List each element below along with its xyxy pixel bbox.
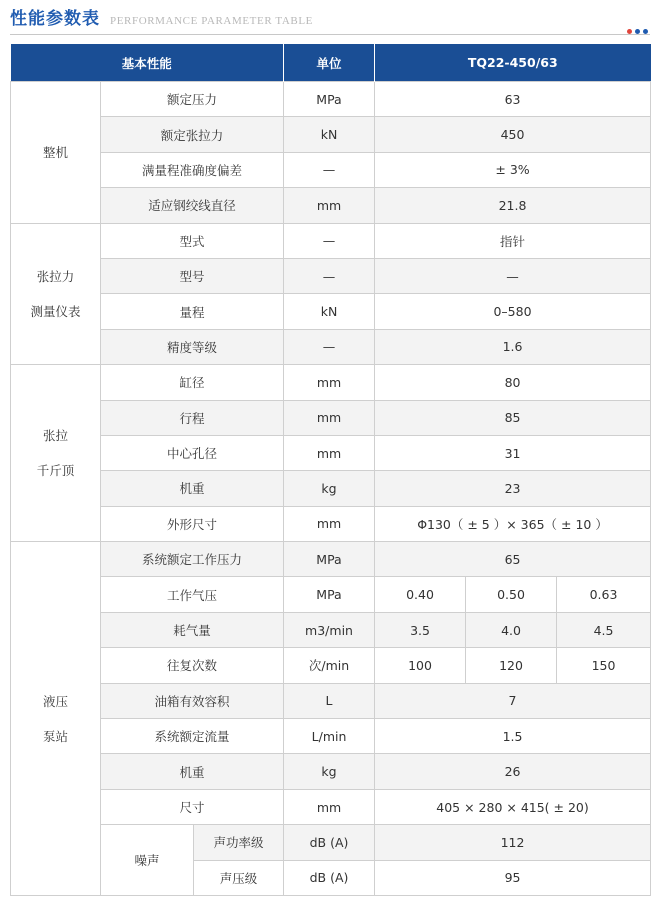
page-header xyxy=(10,6,650,36)
parameter-label-cell: 型号 xyxy=(101,258,284,293)
table-row xyxy=(11,82,651,117)
value-cell: Φ130（ ± 5 ）× 365（ ± 10 ） xyxy=(375,506,651,541)
value-cell: — xyxy=(375,258,651,293)
value-cell: 0–580 xyxy=(375,294,651,329)
value-cell: 指针 xyxy=(375,223,651,258)
table-row xyxy=(11,542,651,577)
value-cell: 4.5 xyxy=(557,612,651,647)
value-cell: 85 xyxy=(375,400,651,435)
unit-cell: — xyxy=(284,329,375,364)
table-row xyxy=(11,789,651,824)
table-row xyxy=(11,117,651,152)
unit-cell: kg xyxy=(284,471,375,506)
parameter-label-cell: 尺寸 xyxy=(101,789,284,824)
unit-cell: dB (A) xyxy=(284,860,375,895)
value-cell: 0.63 xyxy=(557,577,651,612)
table-header-row xyxy=(11,44,651,82)
group-name-line: 整机 xyxy=(42,144,68,160)
unit-cell: MPa xyxy=(284,577,375,612)
value-cell: 100 xyxy=(375,648,466,683)
table-row xyxy=(11,294,651,329)
table-row xyxy=(11,400,651,435)
parameter-label-cell: 型式 xyxy=(101,223,284,258)
table-row xyxy=(11,612,651,647)
parameter-label-cell: 量程 xyxy=(101,294,284,329)
table-row xyxy=(11,329,651,364)
group-name-cell xyxy=(11,223,101,365)
value-cell: 95 xyxy=(375,860,651,895)
value-cell: 120 xyxy=(466,648,557,683)
value-cell: 112 xyxy=(375,825,651,860)
unit-cell: — xyxy=(284,258,375,293)
unit-cell: mm xyxy=(284,365,375,400)
value-cell: 1.5 xyxy=(375,719,651,754)
table-row xyxy=(11,223,651,258)
page-subtitle: PERFORMANCE PARAMETER TABLE xyxy=(110,15,313,27)
group-name-line: 液压 xyxy=(42,693,68,709)
unit-cell: mm xyxy=(284,435,375,470)
value-cell: 4.0 xyxy=(466,612,557,647)
unit-cell: kg xyxy=(284,754,375,789)
value-cell: 21.8 xyxy=(375,188,651,223)
parameter-label-cell: 工作气压 xyxy=(101,577,284,612)
table-row xyxy=(11,471,651,506)
table-row xyxy=(11,258,651,293)
table-row xyxy=(11,719,651,754)
parameter-label-cell: 油箱有效容积 xyxy=(101,683,284,718)
value-cell: 150 xyxy=(557,648,651,683)
value-cell: 3.5 xyxy=(375,612,466,647)
parameter-label-cell: 外形尺寸 xyxy=(101,506,284,541)
unit-cell: L xyxy=(284,683,375,718)
page-title: 性能参数表 xyxy=(10,9,100,29)
parameter-label-cell: 声功率级 xyxy=(194,825,284,860)
value-cell: 23 xyxy=(375,471,651,506)
parameter-label-cell: 缸径 xyxy=(101,365,284,400)
unit-cell: — xyxy=(284,223,375,258)
table-row xyxy=(11,152,651,187)
parent-label-cell: 噪声 xyxy=(101,825,194,896)
unit-cell: MPa xyxy=(284,542,375,577)
table-row xyxy=(11,825,651,860)
value-cell: 63 xyxy=(375,82,651,117)
group-name-line: 测量仪表 xyxy=(30,303,81,319)
value-cell: 65 xyxy=(375,542,651,577)
table-row xyxy=(11,754,651,789)
parameter-label-cell: 系统额定工作压力 xyxy=(101,542,284,577)
table-row xyxy=(11,435,651,470)
parameter-label-cell: 精度等级 xyxy=(101,329,284,364)
unit-cell: 次/min xyxy=(284,648,375,683)
value-cell: 450 xyxy=(375,117,651,152)
unit-cell: L/min xyxy=(284,719,375,754)
group-name-line: 张拉力 xyxy=(36,268,75,284)
value-cell: 7 xyxy=(375,683,651,718)
group-name-cell xyxy=(11,82,101,224)
unit-cell: — xyxy=(284,152,375,187)
table-row xyxy=(11,577,651,612)
unit-cell: m3/min xyxy=(284,612,375,647)
parameter-label-cell: 机重 xyxy=(101,471,284,506)
value-cell: 80 xyxy=(375,365,651,400)
unit-cell: mm xyxy=(284,188,375,223)
parameter-label-cell: 往复次数 xyxy=(101,648,284,683)
parameter-table xyxy=(10,44,651,896)
table-row xyxy=(11,683,651,718)
unit-cell: MPa xyxy=(284,82,375,117)
parameter-label-cell: 适应钢绞线直径 xyxy=(101,188,284,223)
table-row xyxy=(11,648,651,683)
unit-cell: mm xyxy=(284,506,375,541)
parameter-label-cell: 耗气量 xyxy=(101,612,284,647)
parameter-label-cell: 中心孔径 xyxy=(101,435,284,470)
parameter-label-cell: 额定张拉力 xyxy=(101,117,284,152)
unit-cell: mm xyxy=(284,789,375,824)
column-header-basic-performance: 基本性能 xyxy=(11,44,284,82)
unit-cell: kN xyxy=(284,117,375,152)
decorative-dots xyxy=(624,19,648,38)
table-row xyxy=(11,188,651,223)
group-name-line: 千斤顶 xyxy=(36,463,75,479)
parameter-label-cell: 机重 xyxy=(101,754,284,789)
parameter-label-cell: 系统额定流量 xyxy=(101,719,284,754)
value-cell: 405 × 280 × 415( ± 20) xyxy=(375,789,651,824)
value-cell: 1.6 xyxy=(375,329,651,364)
value-cell: 26 xyxy=(375,754,651,789)
parameter-label-cell: 声压级 xyxy=(194,860,284,895)
value-cell: 31 xyxy=(375,435,651,470)
parameter-label-cell: 额定压力 xyxy=(101,82,284,117)
header-divider xyxy=(10,34,650,35)
column-header-model: TQ22-450/63 xyxy=(375,44,651,82)
column-header-unit: 单位 xyxy=(284,44,375,82)
value-cell: 0.50 xyxy=(466,577,557,612)
group-name-cell xyxy=(11,365,101,542)
parameter-label-cell: 满量程准确度偏差 xyxy=(101,152,284,187)
parameter-label-cell: 行程 xyxy=(101,400,284,435)
group-name-line: 张拉 xyxy=(42,428,68,444)
unit-cell: dB (A) xyxy=(284,825,375,860)
value-cell: ± 3% xyxy=(375,152,651,187)
unit-cell: mm xyxy=(284,400,375,435)
table-row xyxy=(11,365,651,400)
group-name-line: 泵站 xyxy=(42,728,68,744)
table-row xyxy=(11,506,651,541)
unit-cell: kN xyxy=(284,294,375,329)
value-cell: 0.40 xyxy=(375,577,466,612)
group-name-cell xyxy=(11,542,101,896)
